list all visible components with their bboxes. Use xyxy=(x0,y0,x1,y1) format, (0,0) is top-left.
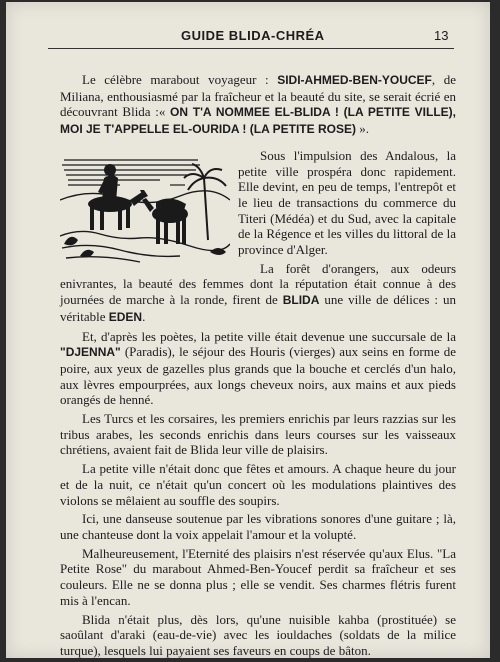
paragraph-3: La forêt d'orangers, aux odeurs enivrantes, la beauté des femmes dont la réputation était connue à des journées de marche à la ronde, firent de BLIDA une ville de délices : un véritable EDEN. xyxy=(60,260,457,324)
paragraph-6: La petite ville n'était donc que fêtes et amours. A chaque heure du jour et de la nuit, ce n'était qu'un concert où les modulations plaintives des violons se mêlaient au souffle des soupirs. xyxy=(60,461,456,508)
page-number: 13 xyxy=(434,28,449,43)
illustration-drawing xyxy=(60,148,230,270)
paragraph-1: Le célèbre marabout voyageur : SIDI-AHMED-BEN-YOUCEF, de Miliana, enthousiasmé par la fraîcheur et la beauté du site, se serait écrié en découvrant Blida :« ON T'A NOMMEE EL-BLIDA ! (LA PETITE VILLE), MOI JE T'APPELLE EL-OURIDA ! (LA PETITE ROSE) ». xyxy=(60,72,457,137)
paragraph-7: Ici, une danseuse soutenue par les vibrations sonores d'une guitare ; là, une chanteuse dont la voix appelait l'amour et la volupté. xyxy=(60,511,456,542)
rider-and-donkey-illustration xyxy=(60,148,230,270)
book-page xyxy=(6,2,490,658)
paragraph-9: Blida n'était plus, dès lors, qu'une nuisible kahba (prostituée) se saoûlant d'araki (eau-de-vie) avec les iouldaches (soldats de la milice turque), lesquels lui payaient ses faveurs en coups de bâton. xyxy=(60,611,456,658)
marabout-name: SIDI-AHMED-BEN-YOUCEF xyxy=(277,73,432,87)
page-header xyxy=(6,28,490,48)
paragraph-4: Et, d'après les poètes, la petite ville était devenue une succursale de la "DJENNA" (Paradis), le séjour des Houris (vierges) aux seins en forme de poire, aux yeux de gazelles plus grands que la bouche et cerclés d'un halo, aux lèvres empourprées, aux longs cheveux noirs, aux mains et aux pieds orangés de henné. xyxy=(60,328,456,408)
paragraph-8: Malheureusement, l'Eternité des plaisirs n'est réservée qu'aux Elus. "La Petite Rose" du marabout Ahmed-Ben-Youcef perdit sa fraîcheur et ses couleurs. Elle ne se donna plus ; elle se vendit. Ses charmes flétris furent mis à l'encan. xyxy=(60,545,456,608)
body-text xyxy=(60,72,456,662)
header-rule xyxy=(48,48,454,49)
running-title: GUIDE BLIDA-CHRÉA xyxy=(181,28,325,43)
paragraph-2: Sous l'impulsion des Andalous, la petite ville prospéra donc rapidement. Elle devint, en peu de temps, l'entrepôt et le lieu de transactions du commerce du Titeri (Médéa) et du Sud, avec la capitale de la Régence et les villes du littoral de la province d'Alger. xyxy=(238,147,456,258)
quote-text: ON T'A NOMMEE EL-BLIDA ! (LA PETITE VILLE), MOI JE T'APPELLE EL-OURIDA ! (LA PETITE ROSE) xyxy=(60,105,457,137)
djenna-keyword: "DJENNA" xyxy=(60,345,121,360)
paragraph-5: Les Turcs et les corsaires, les premiers enrichis par leurs razzias sur les tribus arabes, les seconds enrichis dans leurs courses sur les vaisseaux chrétiens, avaient fait de Blida leur ville de plaisirs. xyxy=(60,411,456,458)
eden-keyword: EDEN xyxy=(108,309,143,324)
blida-keyword: BLIDA xyxy=(282,293,320,308)
